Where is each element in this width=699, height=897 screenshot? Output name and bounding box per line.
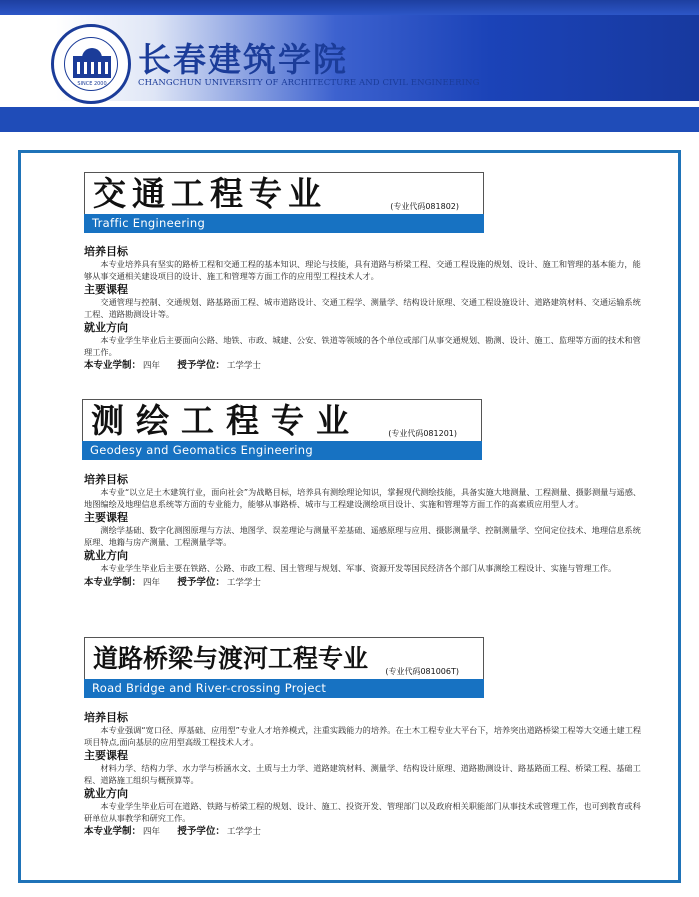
header-top-stripe <box>0 0 699 15</box>
goal-text: 本专业培养具有坚实的路桥工程和交通工程的基本知识、理论与技能，具有道路与桥梁工程、交通工程设施的规划、设计、施工和管理的基本能力，能够从事交通相关建设项目的设计、施工和管理等方面工作的应用型工程技术人才。 <box>84 259 641 281</box>
major-title-cn: 测绘工程专业 <box>91 401 361 440</box>
goal-heading: 培养目标 <box>84 711 128 724</box>
degree-value: 工学学士 <box>226 827 261 837</box>
major-title-box <box>82 399 482 441</box>
degree-label: 授予学位： <box>177 576 225 588</box>
major-title-bar <box>84 214 484 233</box>
course-text: 材料力学、结构力学、水力学与桥涵水文、土质与土力学、道路建筑材料、测量学、结构设计原理、道路勘测设计、路基路面工程、桥梁工程、基础工程、道路施工组织与概预算等。 <box>84 763 641 785</box>
degree-label: 授予学位： <box>177 360 225 371</box>
duration-label: 本专业学制： <box>84 826 142 837</box>
career-text: 本专业学生毕业后主要在铁路、公路、市政工程、国土管理与规划、军事、资源开发等国民经济各个部门从事测绘工程设计、实施与管理工作。 <box>100 563 617 573</box>
school-name-cn: 长春建筑学院 <box>138 40 348 79</box>
course-text: 交通管理与控制、交通规划、路基路面工程、城市道路设计、交通工程学、测量学、结构设计原理、交通工程设施设计、道路建筑材料、交通运输系统工程、道路勘测设计等。 <box>84 297 641 319</box>
major-title-bar <box>82 441 482 460</box>
duration-value: 四年 <box>143 577 161 588</box>
degree-info <box>84 825 644 839</box>
course-heading: 主要课程 <box>84 749 128 762</box>
school-name-en: CHANGCHUN UNIVERSITY OF ARCHITECTURE AND CIVIL ENGINEERING <box>138 78 480 88</box>
degree-value: 工学学士 <box>226 361 261 371</box>
header-bottom-stripe <box>0 107 699 132</box>
major-section <box>84 711 644 839</box>
career-heading: 就业方向 <box>84 549 128 562</box>
major-title-en: Road Bridge and River-crossing Project <box>92 681 327 695</box>
major-section <box>84 245 644 373</box>
career-heading: 就业方向 <box>84 321 128 334</box>
major-title-en: Traffic Engineering <box>92 216 206 230</box>
duration-label: 本专业学制： <box>84 576 142 588</box>
course-heading: 主要课程 <box>84 511 128 524</box>
major-title-box <box>84 637 484 679</box>
career-text: 本专业学生毕业后可在道路、铁路与桥梁工程的规划、设计、施工、投资开发、管理部门以及政府相关职能部门从事技术或管理工作，也可到教育或科研单位从事教学和研究工作。 <box>84 801 641 823</box>
goal-text: 本专业“以立足土木建筑行业，面向社会”为战略目标，培养具有测绘理论知识，掌握现代测绘技能，具备实施大地测量、工程测量、摄影测量与遥感、地图编绘及地理信息系统等方面的专业能力，能够从事路桥、城市与工程建设测绘项目设计、实施和管理等方面工作的高素质应用型人才。 <box>84 487 642 509</box>
major-title-cn: 交通工程专业 <box>93 174 327 213</box>
degree-label: 授予学位： <box>177 826 225 837</box>
career-heading: 就业方向 <box>84 787 128 800</box>
page-header <box>0 0 699 132</box>
duration-value: 四年 <box>143 361 161 371</box>
goal-text: 本专业强调“宽口径、厚基础、应用型”专业人才培养模式，注重实践能力的培养。在土木工程专业大平台下，培养突出道路桥梁工程等大交通土建工程项目特点,面向基层的应用型高级工程技术人才。 <box>84 725 642 747</box>
course-text: 测绘学基础、数字化测图原理与方法、地图学、误差理论与测量平差基础、遥感原理与应用、摄影测量学、控制测量学、空间定位技术、地理信息系统原理、地籍与房产测量、工程测量学等。 <box>84 525 641 547</box>
major-title-cn: 道路桥梁与渡河工程专业 <box>93 644 369 673</box>
school-seal-logo <box>51 24 131 104</box>
goal-heading: 培养目标 <box>84 473 128 486</box>
degree-value: 工学学士 <box>226 577 261 588</box>
major-code: (专业代码081201) <box>388 429 457 438</box>
major-section <box>84 473 644 590</box>
major-code: (专业代码081006T) <box>385 667 459 676</box>
major-title-bar <box>84 679 484 698</box>
duration-value: 四年 <box>143 827 161 837</box>
major-code: (专业代码081802) <box>390 202 459 211</box>
goal-heading: 培养目标 <box>84 245 128 258</box>
seal-year: SINCE 2000 <box>77 81 107 87</box>
degree-info <box>84 576 644 590</box>
major-title-en: Geodesy and Geomatics Engineering <box>90 443 313 457</box>
course-heading: 主要课程 <box>84 283 128 296</box>
career-text: 本专业学生毕业后主要面向公路、地铁、市政、城建、公安、铁道等领域的各个单位或部门从事交通规划、勘测、设计、施工、监理等方面的技术和管理工作。 <box>84 335 641 357</box>
seal-building-icon <box>64 37 118 91</box>
duration-label: 本专业学制： <box>84 360 142 371</box>
major-title-box <box>84 172 484 214</box>
degree-info <box>84 359 644 373</box>
